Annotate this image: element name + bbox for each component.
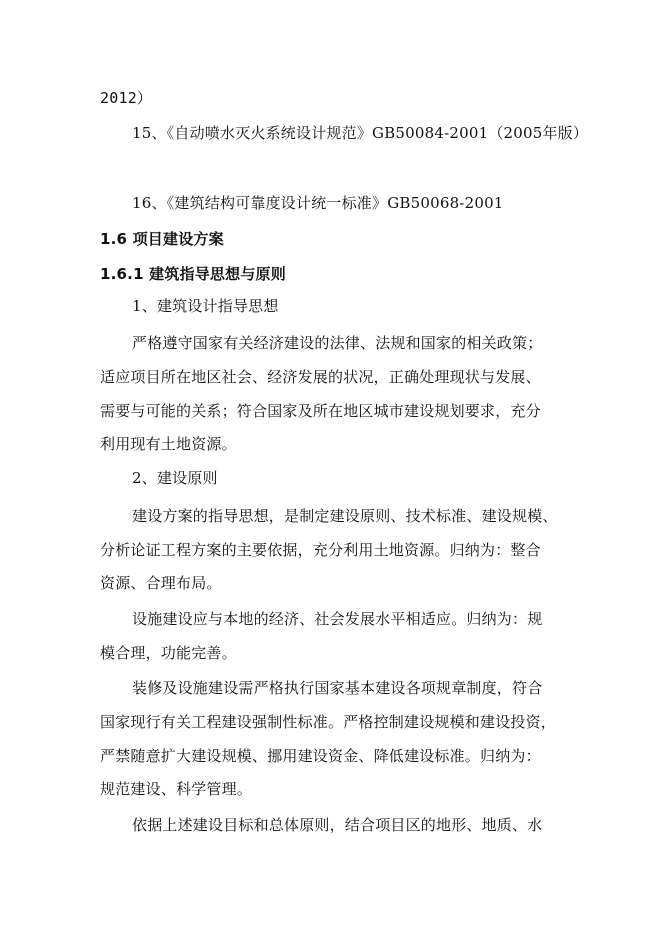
part2-para1-line-3: 资源、合理布局。 <box>100 574 222 592</box>
part2-para3-line-2: 国家现行有关工程建设强制性标准。严格控制建设规模和建设投资， <box>100 713 557 731</box>
reference-item-16: 16、《建筑结构可靠度设计统一标准》GB50068-2001 <box>132 194 504 212</box>
part2-title: 2、建设原则 <box>132 469 218 487</box>
part1-line-1: 严格遵守国家有关经济建设的法律、法规和国家的相关政策； <box>132 334 543 352</box>
part2-para1-line-1: 建设方案的指导思想，是制定建设原则、技术标准、建设规模、 <box>132 507 558 525</box>
reference-item-15: 15、《自动喷水灭火系统设计规范》GB50084-2001（2005年版） <box>132 124 589 142</box>
section-heading: 1.6 项目建设方案 <box>100 230 224 248</box>
subsection-heading: 1.6.1 建筑指导思想与原则 <box>100 265 286 283</box>
reference-tail-line: 2012） <box>100 89 153 107</box>
part2-para3-line-4: 规范建设、科学管理。 <box>100 780 253 798</box>
part1-line-4: 利用现有土地资源。 <box>100 435 237 453</box>
part2-para2-line-2: 模合理，功能完善。 <box>100 644 237 662</box>
part2-para4-line-1: 依据上述建设目标和总体原则，结合项目区的地形、地质、水 <box>132 816 543 834</box>
part1-line-3: 需要与可能的关系；符合国家及所在地区城市建设规划要求，充分 <box>100 402 541 420</box>
part2-para3-line-1: 装修及设施建设需严格执行国家基本建设各项规章制度，符合 <box>132 679 543 697</box>
part2-para3-line-3: 严禁随意扩大建设规模、挪用建设资金、降低建设标准。归纳为： <box>100 747 541 765</box>
part1-line-2: 适应项目所在地区社会、经济发展的状况，正确处理现状与发展、 <box>100 368 541 386</box>
part2-para1-line-2: 分析论证工程方案的主要依据，充分利用土地资源。归纳为：整合 <box>100 541 541 559</box>
part1-title: 1、建筑设计指导思想 <box>132 297 279 315</box>
part2-para2-line-1: 设施建设应与本地的经济、社会发展水平相适应。归纳为：规 <box>132 610 543 628</box>
